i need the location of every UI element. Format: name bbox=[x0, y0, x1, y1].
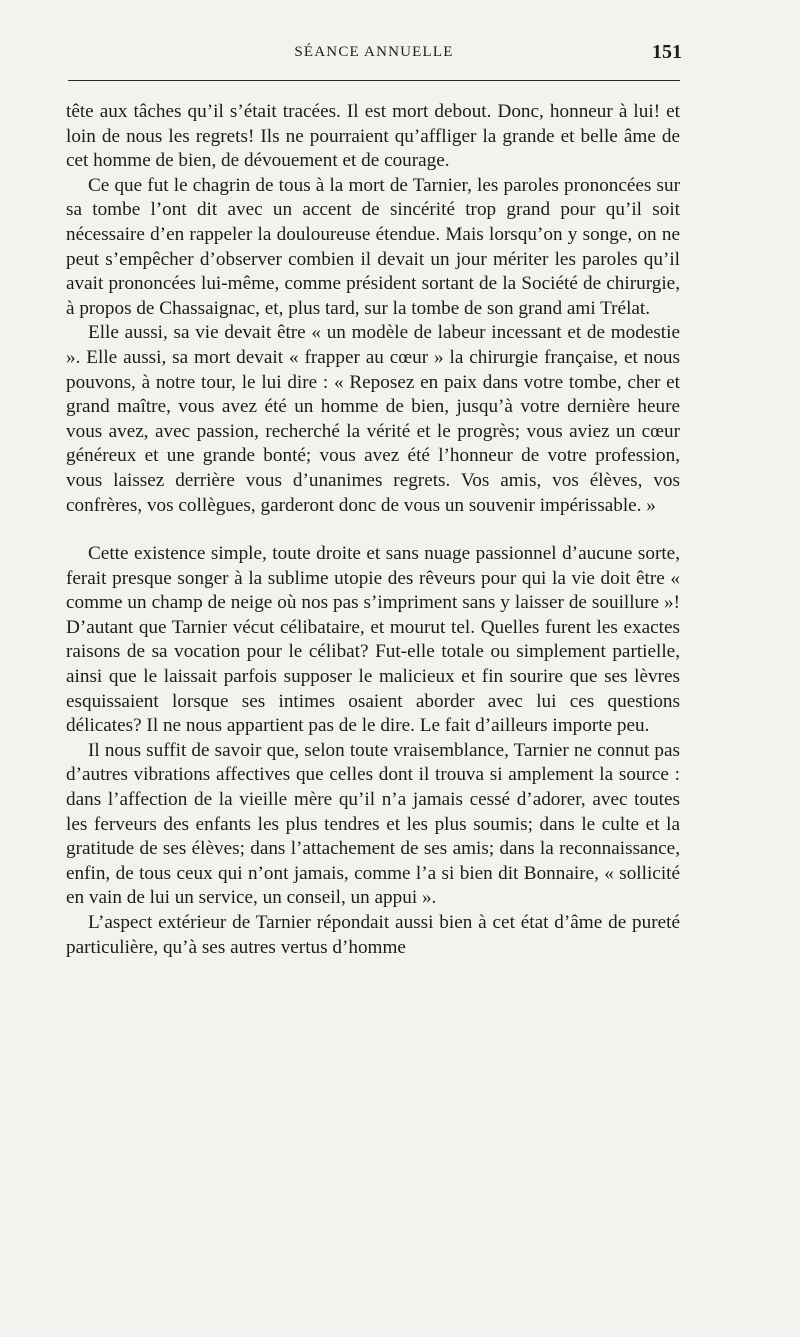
paragraph: Ce que fut le chagrin de tous à la mort de Tarnier, les paroles prononcées sur sa tombe l’ont dit avec un accent de sincérité trop grand pour qu’il soit nécessaire d’en rappeler la douloureuse étendue. Mais lorsqu’on y songe, on ne peut s’empêcher d’observer combien il devait un jour mériter les paroles qu’il avait prononcées lui-même, comme président sortant de la Société de chirurgie, à propos de Chassaignac, et, plus tard, sur la tombe de son grand ami Trélat. bbox=[66, 174, 680, 319]
running-head-title: SÉANCE ANNUELLE bbox=[294, 44, 454, 60]
paragraph: tête aux tâches qu’il s’était tracées. Il est mort debout. Donc, honneur à lui! et loin de nous les regrets! Ils ne pourraient qu’affliger la grande et belle âme de cet homme de bien, de dévouement et de courage. bbox=[66, 101, 680, 172]
page-number: 151 bbox=[652, 41, 682, 63]
paragraph: L’aspect extérieur de Tarnier répondait aussi bien à cet état d’âme de pureté particulière, qu’à ses autres vertus d’homme bbox=[66, 912, 680, 958]
paragraph: Il nous suffit de savoir que, selon toute vraisemblance, Tarnier ne connut pas d’autres vibrations affectives que celles dont il trouva si amplement la source : dans l’affection de la vieille mère qu’il n’a jamais cessé d’adorer, avec toutes les ferveurs des enfants les plus tendres et les plus soumis; dans le culte et la gratitude de ses élèves; dans l’attachement de ses amis; dans la reconnaissance, enfin, de tous ceux qui n’ont jamais, comme l’a si bien dit Bonnaire, « sollicité en vain de lui un service, un conseil, un appui ». bbox=[66, 739, 680, 909]
body-text bbox=[66, 100, 680, 960]
running-head bbox=[66, 41, 682, 68]
paragraph: Cette existence simple, toute droite et sans nuage passionnel d’aucune sorte, ferait presque songer à la sublime utopie des rêveurs pour qui la vie doit être « comme un champ de neige où nos pas s’impriment sans y laisser de souillure »! D’autant que Tarnier vécut célibataire, et mourut tel. Quelles furent les exactes raisons de sa vocation pour le célibat? Fut-elle totale ou simplement partielle, ainsi que le laissait parfois supposer le malicieux et fin sourire que ses lèvres esquissaient lorsque ses intimes osaient aborder avec lui ces questions délicates? Il ne nous appartient pas de le dire. Le fait d’ailleurs importe peu. bbox=[66, 543, 680, 737]
header-rule bbox=[68, 80, 680, 81]
paragraph: Elle aussi, sa vie devait être « un modèle de labeur incessant et de modestie ». Elle aussi, sa mort devait « frapper au cœur » la chirurgie française, et nous pouvons, à notre tour, le lui dire : « Reposez en paix dans votre tombe, cher et grand maître, vous avez été un homme de bien, jusqu’à votre dernière heure vous avez, avec passion, recherché la vérité et le progrès; vous aviez un cœur généreux et une grande bonté; vous avez été l’honneur de votre profession, vous laissez derrière vous d’unanimes regrets. Vos amis, vos élèves, vos confrères, vos collègues, garderont donc de vous un souvenir impérissable. » bbox=[66, 322, 680, 516]
